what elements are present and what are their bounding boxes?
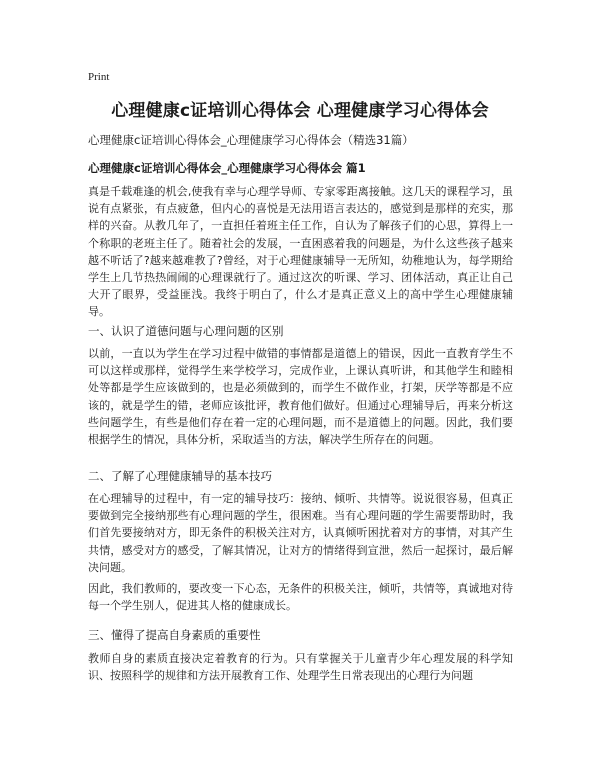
section-title: 心理健康c证培训心得体会_心理健康学习心得体会 篇1 [88, 161, 366, 175]
document-title: 心理健康c证培训心得体会 心理健康学习心得体会 [111, 101, 489, 121]
document-subtitle: 心理健康c证培训心得体会_心理健康学习心得体会（精选31篇） [88, 133, 414, 147]
body-paragraph-1: 真是千载难逢的机会,使我有幸与心理学导师、专家零距离接触。这几天的课程学习，虽说有点紧张，有点疲惫，但内心的喜悦是无法用语言表达的，感觉到是那样的充实，那样的兴奋。从教几年了，一直担任着班主任工作，自认为了解孩子们的心思，算得上一个称职的老班主任了。随着社会的发展，一直困惑着我的问题是，为什么这些孩子越来越不听话了?越来越难教了?曾经，对于心理健康辅导一无所知，幼稚地认为，每学期给学生上几节热热闹闹的心理课就行了。通过这次的听课、学习、团体活动，真正让自己大开了眼界，受益匪浅。我终于明白了，什么才是真正意义上的高中学生心理健康辅导。 [88, 185, 513, 319]
section-heading-1: 一、认识了道德问题与心理问题的区别 [88, 324, 284, 338]
body-paragraph-2: 以前，一直以为学生在学习过程中做错的事情都是道德上的错误，因此一直教育学生不可以这样或那样，觉得学生来学校学习，完成作业，上课认真听讲，和其他学生和睦相处等都是学生应该做到的，也是必须做到的，而学生不做作业，打架，厌学等都是不应该的，就是学生的错，老师应该批评，教育他们做好。但通过心理辅导后，再来分析这些问题学生，有些是他们存在着一定的心理问题，而不是道德上的问题。因此，我们要根据学生的情况，具体分析，采取适当的方法，解决学生所存在的问题。 [88, 347, 513, 447]
print-label[interactable]: Print [88, 71, 110, 83]
body-paragraph-5: 教师自身的素质直接决定着教育的行为。只有掌握关于儿童青少年心理发展的科学知识、按照科学的规律和方法开展教育工作、处理学生日常表现出的心理行为问题 [88, 652, 513, 683]
section-heading-2: 二、了解了心理健康辅导的基本技巧 [88, 469, 272, 483]
section-heading-3: 三、懂得了提高自身素质的重要性 [88, 628, 261, 642]
body-paragraph-3: 在心理辅导的过程中，有一定的辅导技巧：接纳、倾听、共情等。说说很容易，但真正要做到完全接纳那些有心理问题的学生，很困难。当有心理问题的学生需要帮助时，我们首先要接纳对方，即无条件的积极关注对方，认真倾听困扰着对方的事情，对其产生共情，感受对方的感受，了解其情况，让对方的情绪得到宣泄，然后一起探讨，最后解决问题。 [88, 492, 513, 574]
body-paragraph-4: 因此，我们教师的，要改变一下心态，无条件的积极关注，倾听，共情等，真诚地对待每一个学生别人，促进其人格的健康成长。 [88, 582, 513, 613]
